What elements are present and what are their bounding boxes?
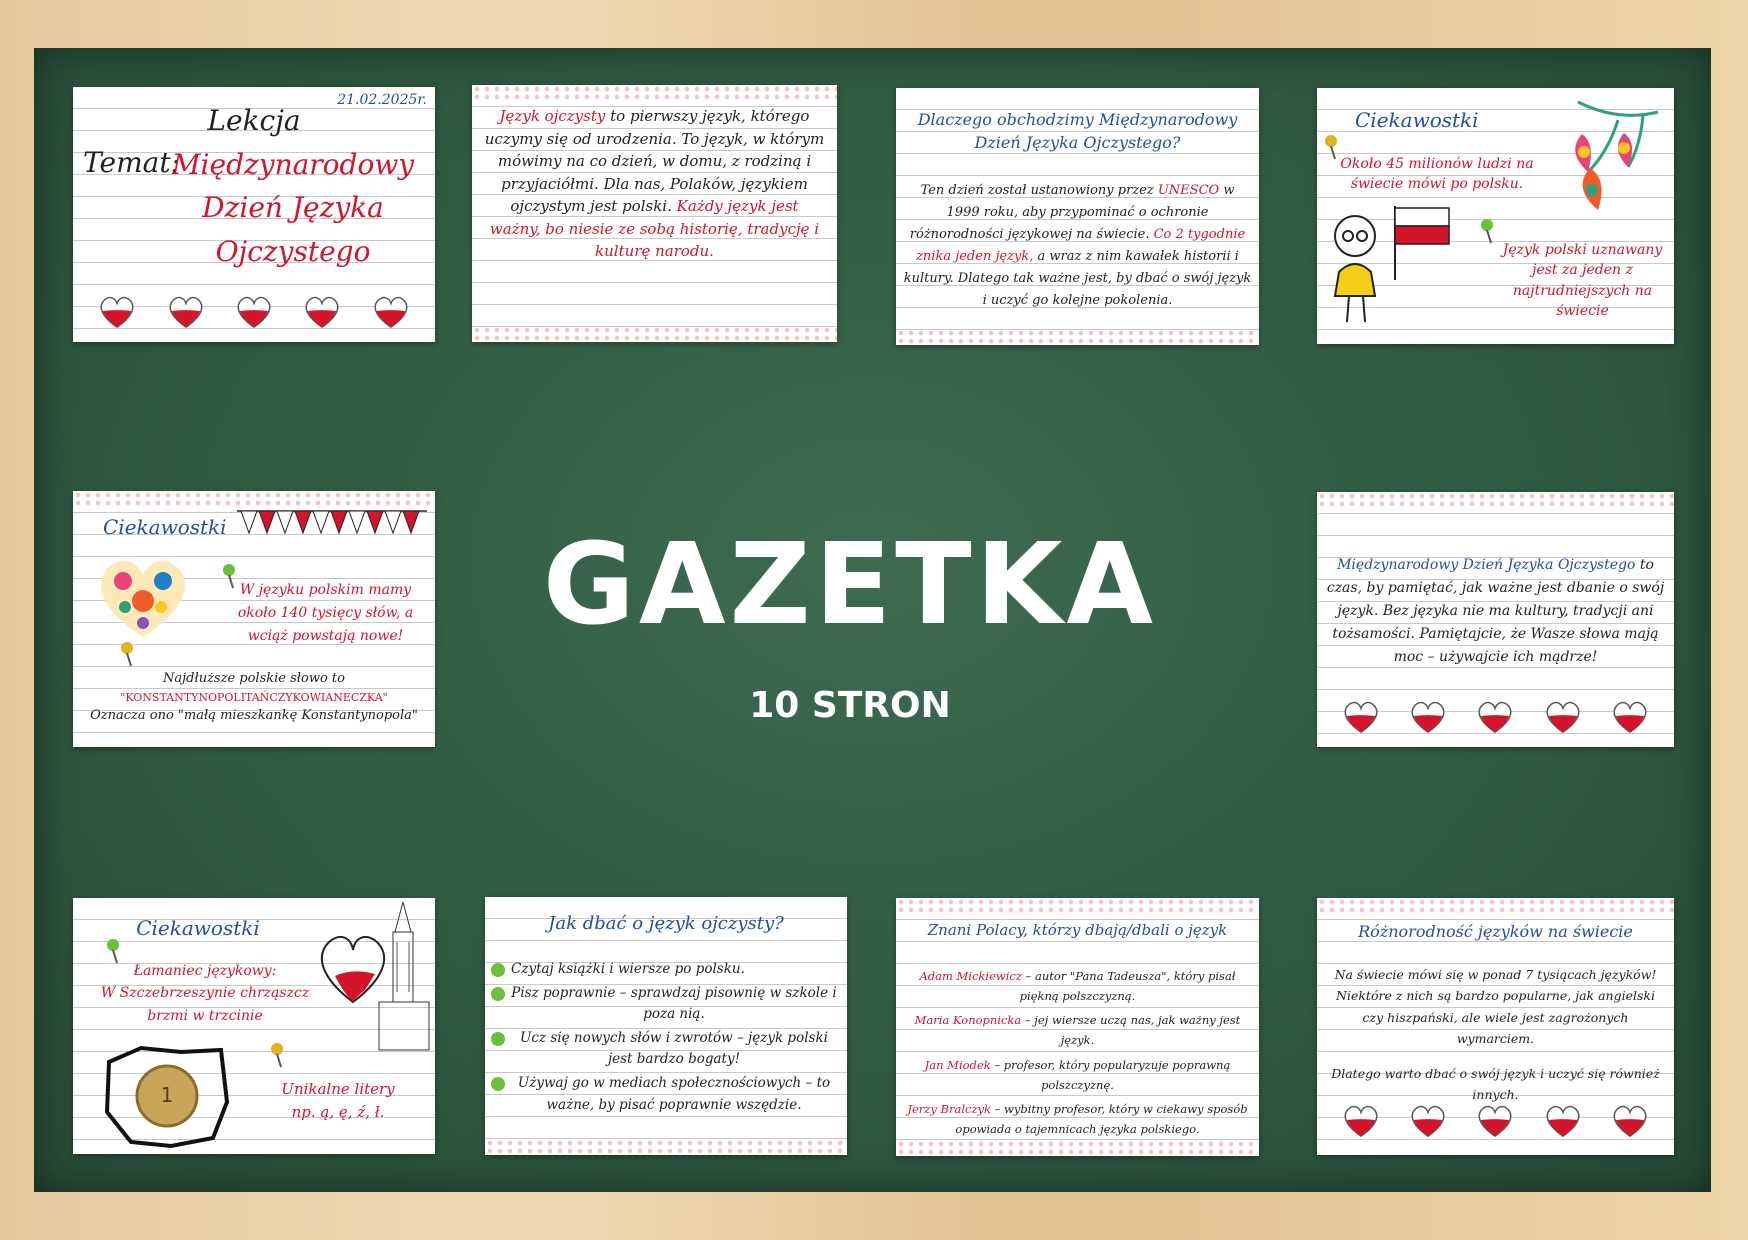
- heart-icon: [1342, 1103, 1380, 1139]
- care-tip: Czytaj książki i wiersze po polsku.: [491, 959, 837, 981]
- topic-label: Temat:: [83, 146, 181, 179]
- famous-title: Znani Polacy, którzy dbają/dbali o język: [927, 921, 1228, 939]
- page-subtitle: 10 STRON: [749, 685, 951, 726]
- bunting-flag: [313, 511, 329, 533]
- bunting-flag: [367, 511, 383, 533]
- folk-heart-icon: [93, 551, 193, 641]
- svg-text:1: 1: [160, 1083, 174, 1107]
- card-facts-2: [73, 491, 435, 747]
- pushpin-icon: [119, 641, 135, 667]
- card-closing-message: [1317, 492, 1674, 747]
- care-tip: Ucz się nowych słów i zwrotów – język polski jest bardzo bogaty!: [491, 1028, 837, 1071]
- bullet-icon: [491, 987, 505, 1001]
- bunting-flag: [277, 511, 293, 533]
- famous-person: Maria Konopnicka – jej wiersze uczą nas, jak ważny jest język.: [914, 1013, 1241, 1048]
- bunting-flag: [331, 511, 347, 533]
- diversity-title: Różnorodność języków na świecie: [1358, 922, 1633, 941]
- border-pattern: [485, 1139, 847, 1155]
- heart-icon: [1409, 699, 1447, 735]
- border-pattern: [73, 491, 435, 507]
- border-pattern: [472, 85, 837, 101]
- girl-with-flag-icon: [1321, 196, 1451, 326]
- lesson-label: Lekcja: [207, 104, 301, 137]
- famous-list: [902, 966, 1253, 1143]
- facts-title: Ciekawostki: [1355, 108, 1479, 132]
- lesson-date: 21.02.2025r.: [337, 92, 427, 108]
- poland-map-coin-icon: [101, 1042, 231, 1152]
- card-why-celebrate: [896, 88, 1259, 345]
- facts-title: Ciekawostki: [103, 515, 227, 539]
- border-pattern: [1317, 898, 1674, 914]
- border-pattern: [896, 329, 1259, 345]
- famous-person: Jan Miodek – profesor, który popularyzuje poprawną polszczyznę.: [924, 1057, 1231, 1092]
- heart-icon: [1544, 1103, 1582, 1139]
- diversity-text: Na świecie mówi się w ponad 7 tysiącach języków! Niektóre z nich są bardzo popularne, jak angielski czy hiszpański, ale wiele jest zagrożonych wymarciem. Dlatego warto dbać o swój język i uczyć się również innych.: [1331, 967, 1660, 1103]
- care-tip: Pisz poprawnie – sprawdzaj pisownię w szkole i poza nią.: [491, 983, 837, 1026]
- bunting-flag: [385, 511, 401, 533]
- fact-tongue-twister: Łamaniec językowy: W Szczebrzeszynie chrząszcz brzmi w trzcinie: [100, 963, 310, 1024]
- heart-icon: [1611, 1103, 1649, 1139]
- heart-icon: [303, 294, 341, 330]
- bunting-icon: [237, 507, 427, 547]
- care-tip: Używaj go w mediach społecznościowych – to ważne, by pisać poprawnie wszędzie.: [491, 1073, 837, 1116]
- care-tips-list: [491, 959, 837, 1118]
- fact-speakers: Około 45 milionów ludzi na świecie mówi po polsku.: [1340, 156, 1534, 193]
- card-lesson-topic: [73, 87, 435, 342]
- heart-icon: [1342, 699, 1380, 735]
- heart-icon: [98, 294, 136, 330]
- bunting-flag: [241, 511, 257, 533]
- fact-difficulty: Język polski uznawany jest za jeden z najtrudniejszych na świecie: [1502, 242, 1663, 319]
- heart-icon: [167, 294, 205, 330]
- heart-icon: [1409, 1103, 1447, 1139]
- card-native-language: [472, 85, 837, 342]
- card-language-diversity: [1317, 898, 1674, 1155]
- why-title: Dlaczego obchodzimy Międzynarodowy Dzień Języka Ojczystego?: [917, 110, 1238, 153]
- city-hall-tower-icon: [373, 902, 433, 1052]
- heart-icon: [1476, 699, 1514, 735]
- why-text: Ten dzień został ustanowiony przez UNESCO w 1999 roku, aby przypominać o ochronie różnorodności językowej na świecie. Co 2 tygodnie znika jeden język, a wraz z nim kawałek historii i kultury. Dlatego tak ważne jest, by dbać o swój język i uczyć go kolejne pokolenia.: [903, 183, 1252, 309]
- bunting-flag: [295, 511, 311, 533]
- hearts-row: [83, 294, 425, 334]
- pushpin-icon: [269, 1042, 285, 1068]
- famous-person: Jerzy Bralczyk – wybitny profesor, który w ciekawy sposób opowiada o tajemnicach języka polskiego.: [907, 1101, 1248, 1136]
- card-facts-1: [1317, 88, 1674, 344]
- card-famous-poles: [896, 898, 1259, 1156]
- bunting-flag: [349, 511, 365, 533]
- card-how-to-care: [485, 897, 847, 1155]
- bullet-icon: [491, 1077, 505, 1091]
- hearts-row: [1327, 699, 1664, 739]
- fact-longest-word: Najdłuższe polskie słowo to "KONSTANTYNOPOLITAŃCZYKOWIANECZKA" Oznacza ono "małą mieszkankę Konstantynopola": [90, 671, 418, 724]
- heart-icon: [235, 294, 273, 330]
- pushpin-icon: [1479, 218, 1495, 244]
- bullet-icon: [491, 963, 505, 977]
- card-facts-3: [73, 898, 435, 1154]
- border-pattern: [472, 326, 837, 342]
- bunting-flag: [403, 511, 419, 533]
- hearts-row: [1327, 1103, 1664, 1147]
- border-pattern: [1317, 492, 1674, 508]
- closing-text: Międzynarodowy Dzień Języka Ojczystego to czas, by pamiętać, jak ważne jest dbanie o swój język. Bez języka nie ma kultury, tradycji ani tożsamości. Pamiętajcie, że Wasze słowa mają moc – używajcie ich mądrze!: [1326, 557, 1665, 666]
- page-title: GAZETKA: [542, 520, 1158, 650]
- fact-word-count: W języku polskim mamy około 140 tysięcy słów, a wciąż powstają nowe!: [237, 582, 414, 645]
- border-pattern: [896, 898, 1259, 914]
- heart-icon: [1611, 699, 1649, 735]
- bunting-flag: [259, 511, 275, 533]
- topic-text: Międzynarodowy Dzień Języka Ojczystego: [171, 148, 415, 268]
- heart-icon: [372, 294, 410, 330]
- bullet-icon: [491, 1032, 505, 1046]
- heart-icon: [1544, 699, 1582, 735]
- fact-unique-letters: Unikalne litery np. ą, ę, ź, ł.: [281, 1080, 395, 1122]
- famous-person: Adam Mickiewicz – autor "Pana Tadeusza", który pisał piękną polszczyzną.: [919, 969, 1236, 1004]
- center-title-block: [520, 520, 1180, 740]
- facts-title: Ciekawostki: [136, 916, 260, 940]
- native-language-text: Język ojczysty to pierwszy język, którego uczymy się od urodzenia. To język, w którym mówimy na co dzień, w domu, z rodziną i przyjaciółmi. Dla nas, Polaków, językiem ojczystym jest polski. Każdy język jest ważny, bo niesie ze sobą historię, tradycję i kulturę narodu.: [484, 107, 825, 260]
- folk-flower-icon: [1558, 92, 1668, 222]
- heart-icon: [1476, 1103, 1514, 1139]
- care-title: Jak dbać o język ojczysty?: [548, 913, 784, 934]
